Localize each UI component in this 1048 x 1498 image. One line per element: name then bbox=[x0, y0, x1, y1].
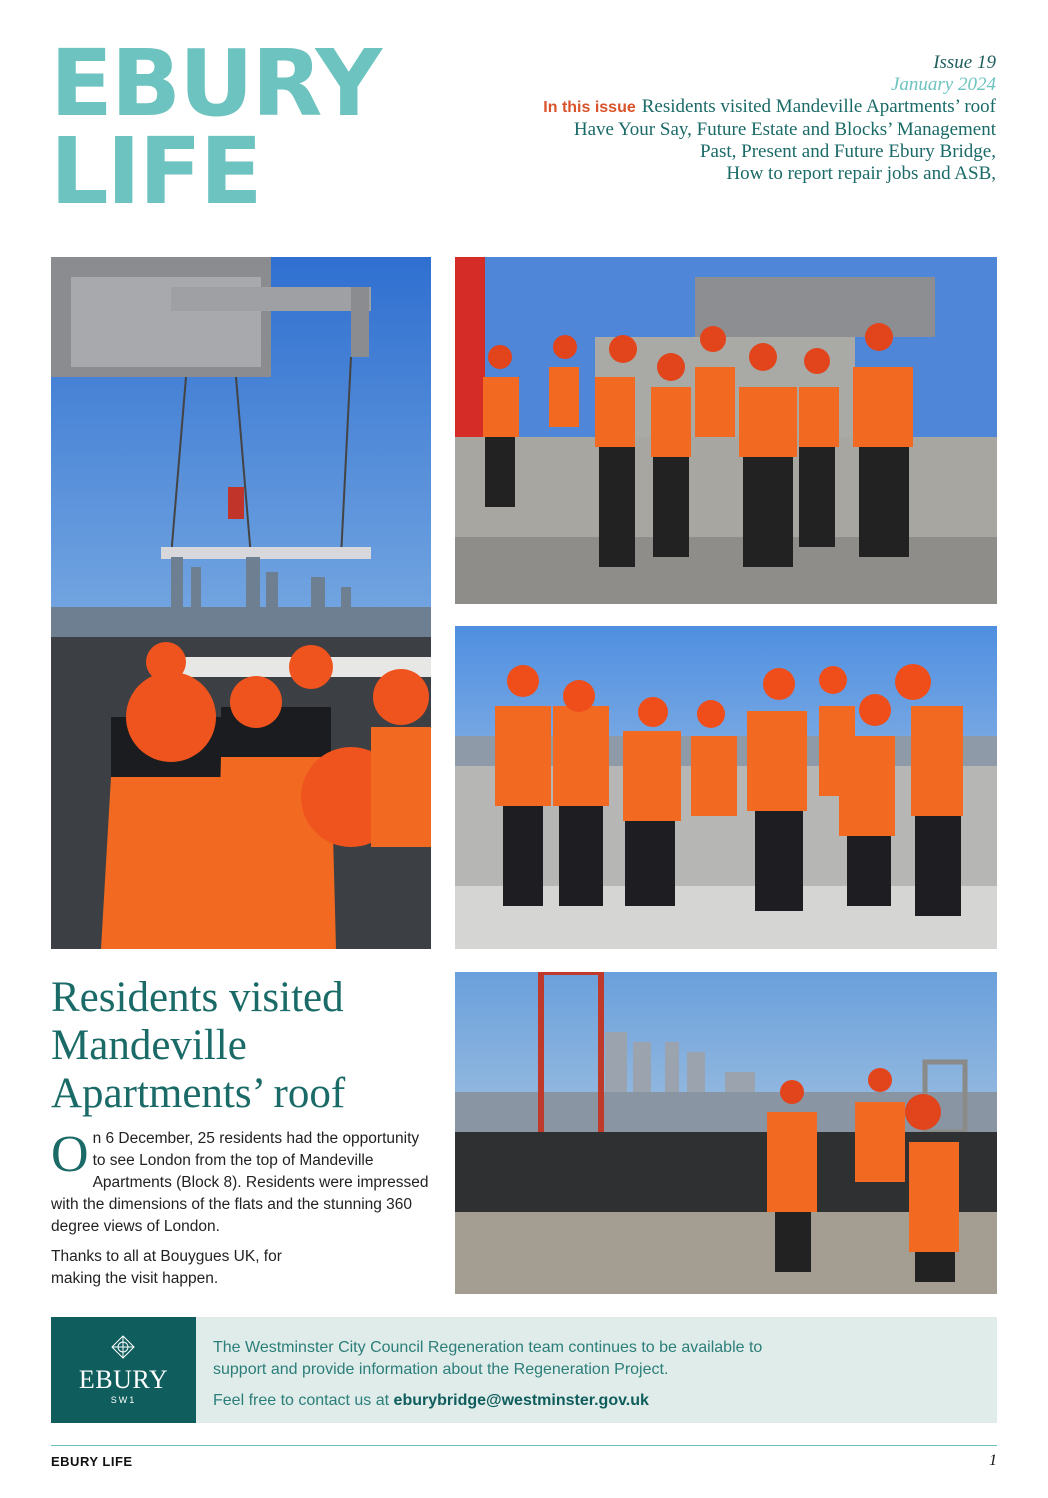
footer-title: EBURY LIFE bbox=[51, 1454, 133, 1469]
headline-line: Mandeville bbox=[51, 1022, 247, 1069]
headline-line: Residents visited bbox=[51, 974, 344, 1021]
issue-date: January 2024 bbox=[890, 74, 996, 95]
masthead-line-2: LIFE bbox=[50, 118, 261, 225]
contact-box bbox=[51, 1317, 997, 1423]
photo-group-roof-1 bbox=[455, 257, 997, 604]
paragraph-text: n 6 December, 25 residents had the opportunity to see London from the top of Mandeville Apartments (Block 8). Residents were impressed with the dimensions of the flats and the stunning 360 degree views of London. bbox=[51, 1130, 429, 1235]
photo-group-roof-2 bbox=[455, 626, 997, 949]
toc-label: In this issue bbox=[543, 99, 636, 116]
issue-info bbox=[543, 52, 996, 185]
issue-number: Issue 19 bbox=[933, 52, 996, 73]
masthead-line-1: EBURY bbox=[50, 30, 381, 137]
toc-item-text: Residents visited Mandeville Apartments’ roof bbox=[641, 96, 996, 117]
page-number: 1 bbox=[989, 1452, 997, 1469]
contact-line-1: The Westminster City Council Regeneration team continues to be available to support and provide information about the Regeneration Project. bbox=[213, 1339, 763, 1378]
ebury-sw1-logo bbox=[51, 1317, 196, 1423]
contact-email-link[interactable]: eburybridge@westminster.gov.uk bbox=[393, 1392, 649, 1409]
article-paragraph bbox=[51, 1128, 431, 1238]
contact-line-2 bbox=[213, 1390, 973, 1412]
ebury-emblem-icon bbox=[111, 1335, 135, 1359]
toc-item bbox=[543, 96, 996, 119]
logo-name: EBURY bbox=[78, 1365, 169, 1394]
photo-skyline-view bbox=[455, 972, 997, 1294]
footer-divider bbox=[51, 1445, 997, 1446]
contact-text bbox=[213, 1337, 973, 1412]
photo-crane-residents bbox=[51, 257, 431, 949]
drop-cap: O bbox=[51, 1126, 89, 1183]
toc-item: Have Your Say, Future Estate and Blocks’ Management bbox=[573, 119, 996, 140]
toc-item: Past, Present and Future Ebury Bridge, bbox=[699, 141, 996, 162]
article-body bbox=[51, 1128, 431, 1298]
logo-subtitle: SW1 bbox=[110, 1395, 137, 1405]
article-paragraph: Thanks to all at Bouygues UK, for making the visit happen. bbox=[51, 1248, 282, 1287]
article-headline bbox=[51, 974, 431, 1118]
headline-line: Apartments’ roof bbox=[51, 1070, 346, 1117]
contact-prefix: Feel free to contact us at bbox=[213, 1392, 390, 1409]
masthead-logo bbox=[50, 30, 381, 225]
toc-item: How to report repair jobs and ASB, bbox=[726, 163, 996, 184]
